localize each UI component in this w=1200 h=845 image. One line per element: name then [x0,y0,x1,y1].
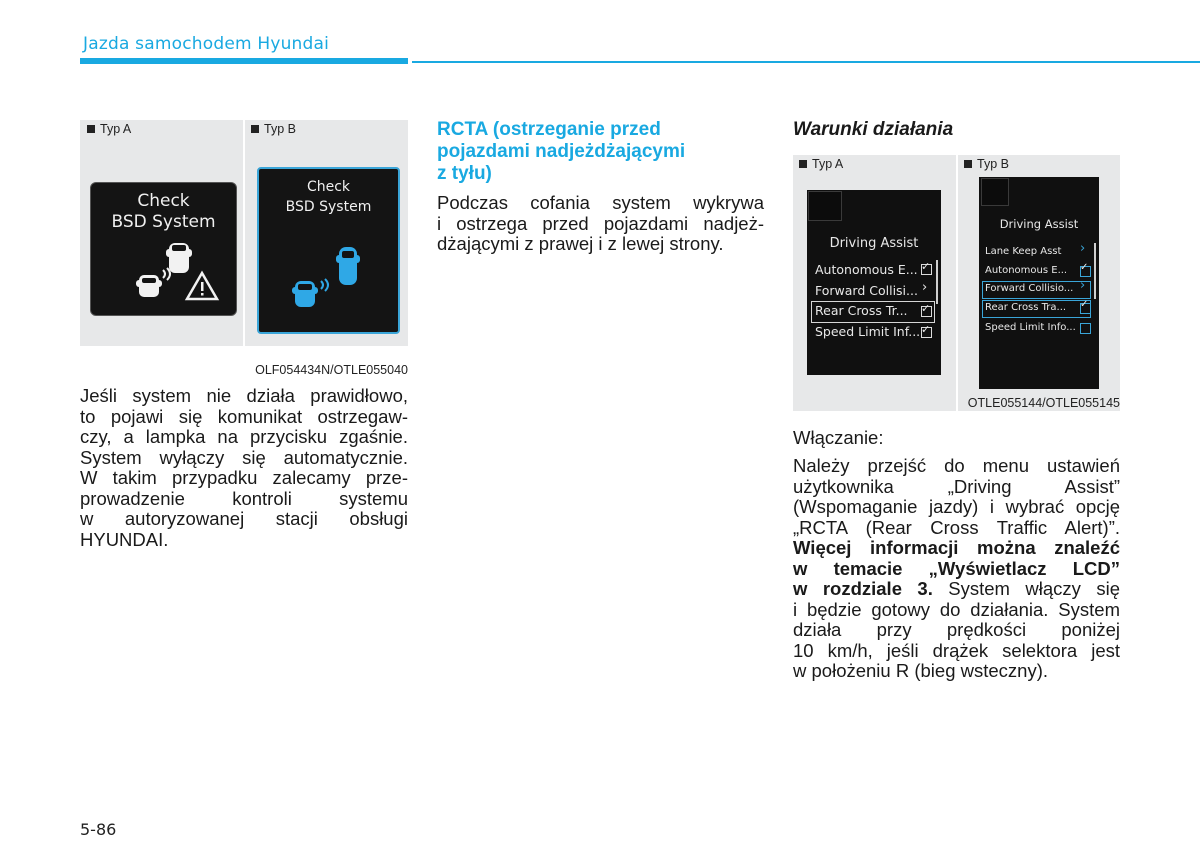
menu-b-item-lane-keep[interactable]: Lane Keep Asst [985,246,1062,257]
screen-a-line2: BSD System [111,212,216,232]
menu-a-item-forward-collision[interactable]: Forward Collisi... [815,283,918,298]
menu-a-title: Driving Assist [829,236,919,251]
bsd-cars-blue-icon [259,169,398,332]
menu-a-item-autonomous[interactable]: Autonomous E... [815,262,918,277]
figure-driving-assist-menus [793,155,1120,411]
running-header: Jazda samochodem Hyundai [83,34,330,54]
menu-a-item-speed-limit[interactable]: Speed Limit Inf... [815,324,921,339]
menu-b-scrollbar [1094,243,1096,299]
menu-a-item-rear-cross[interactable]: Rear Cross Tr... [815,303,908,318]
menu-type-b [979,177,1099,389]
menu-type-a [807,190,941,375]
screen-b-line2: BSD System [285,199,372,215]
subtitle-operating-conditions: Warunki działania [793,119,954,140]
figure-divider [243,120,245,346]
header-rule-thin [412,61,1200,63]
chevron-right-icon[interactable]: › [1080,278,1086,293]
bsd-cars-icon [91,183,236,315]
check-mark-icon: ✓ [921,323,931,336]
check-mark-icon: ✓ [1080,262,1089,273]
figure-caption-left: OLF054434N/OTLE055040 [255,363,408,377]
menu-b-item-rear-cross[interactable]: Rear Cross Tra... [985,302,1067,313]
left-paragraph: Jeśli system nie działa prawidłowo, to pojawi się komunikat ostrzegaw- czy, a lampka na przycisku zgaśnie. System wyłączy się automatycznie. W takim przypadku zalecamy prze- prowadzenie kontroli systemu w autoryzowanej stacji obsługi HYUNDAI. [80,385,408,550]
menu-a-top-box [808,191,842,221]
menu-b-title: Driving Assist [999,217,1079,231]
square-bullet-icon [87,125,95,133]
square-bullet-icon [799,160,807,168]
right-paragraph: Należy przejść do menu ustawień użytkownika „Driving Assist” (Wspomaganie jazdy) i wybrać opcję „RCTA (Rear Cross Traffic Alert)”. Więcej informacji można znaleźć w temacie „Wyświetlacz LCD” w rozdziale 3. System włączy się i będzie gotowy do działania. System działa przy prędkości poniżej 10 km/h, jeśli drążek selektora jest w położeniu R (bieg wsteczny). [793,455,1120,681]
figure-label-type-a: Typ A [87,122,131,136]
chevron-right-icon[interactable]: › [922,280,928,295]
check-mark-icon: ✓ [1080,299,1089,310]
figure-caption-right: OTLE055144/OTLE055145 [967,396,1120,410]
enable-label: Włączanie: [793,427,884,448]
section-title-rcta: RCTA (ostrzeganie przed pojazdami nadjeżdżającymi z tyłu) [437,119,686,184]
screen-a-line1: Check [137,191,190,211]
screen-type-a [90,182,237,316]
figure-bsd-messages [80,120,408,346]
menu-b-item-speed-limit[interactable]: Speed Limit Info... [985,322,1076,333]
chevron-right-icon[interactable]: › [1080,241,1086,256]
figure-divider [956,155,958,411]
menu-b-item-autonomous[interactable]: Autonomous E... [985,265,1068,276]
header-rule-thick [80,58,408,64]
figure-label-type-b: Typ B [964,157,1009,171]
screen-type-b [257,167,400,334]
menu-b-item-forward-collision[interactable]: Forward Collisio... [985,283,1074,294]
menu-b-top-box [981,178,1009,206]
page-number: 5-86 [80,820,117,839]
middle-paragraph: Podczas cofania system wykrywa i ostrzega przed pojazdami nadjeż- dżającymi z prawej i z lewej strony. [437,192,764,254]
menu-a-scrollbar [936,260,938,304]
figure-label-type-b: Typ B [251,122,296,136]
checkbox-unchecked-icon[interactable] [1080,323,1091,334]
check-mark-icon: ✓ [921,260,931,273]
check-mark-icon: ✓ [921,302,931,315]
screen-b-line1: Check [306,179,351,195]
square-bullet-icon [251,125,259,133]
figure-label-type-a: Typ A [799,157,843,171]
square-bullet-icon [964,160,972,168]
